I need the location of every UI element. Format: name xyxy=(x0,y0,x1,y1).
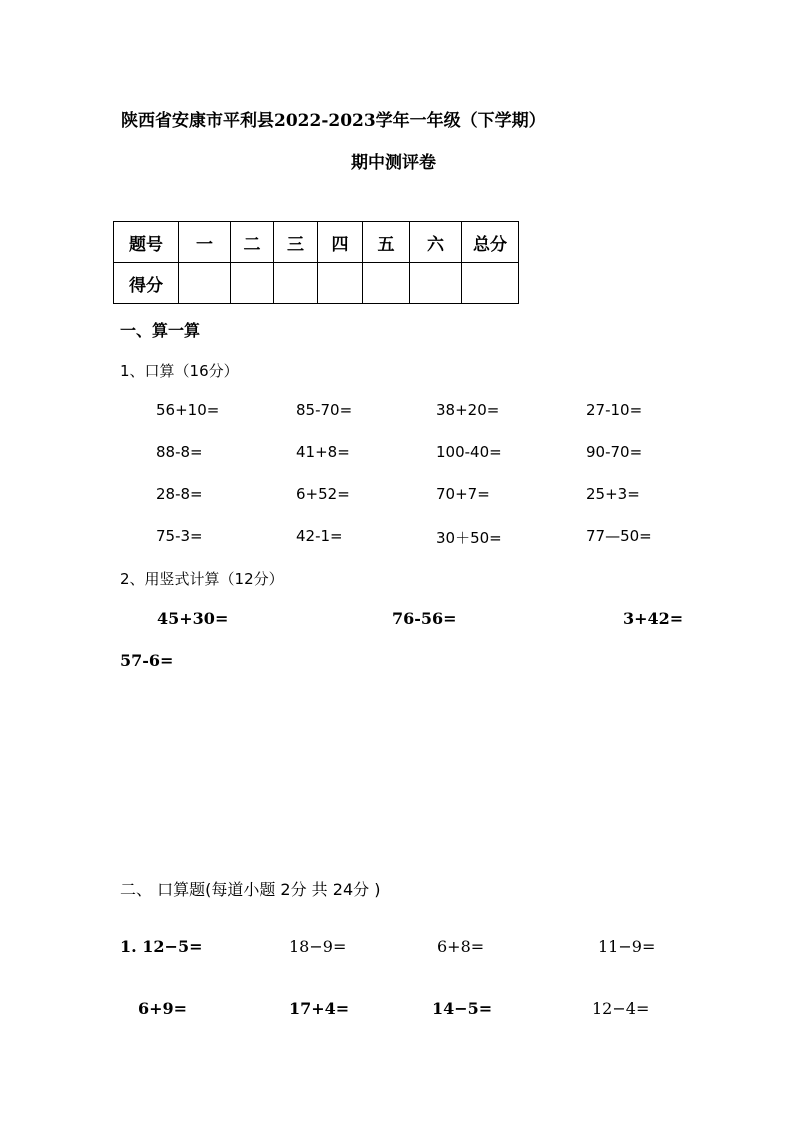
score-cell[interactable] xyxy=(231,263,274,304)
problem: 70+7= xyxy=(436,485,490,503)
score-header-cell: 三 xyxy=(274,222,318,263)
part1-label: 1、口算（16分） xyxy=(120,362,239,380)
problem: 6+52= xyxy=(296,485,350,503)
problem: 27-10= xyxy=(586,401,643,419)
problem: 6+9= xyxy=(138,999,188,1018)
problem: 90-70= xyxy=(586,443,643,461)
problem: 18−9= xyxy=(289,937,347,956)
page-title: 陕西省安康市平利县2022-2023学年一年级（下学期） xyxy=(121,111,546,131)
problem: 17+4= xyxy=(289,999,350,1018)
score-cell[interactable] xyxy=(179,263,231,304)
problem: 11−9= xyxy=(598,937,656,956)
problem: 30＋50= xyxy=(436,529,502,547)
problem: 12−4= xyxy=(592,999,650,1018)
problem: 75-3= xyxy=(156,527,203,545)
problem: 100-40= xyxy=(436,443,502,461)
score-header-cell: 总分 xyxy=(462,222,519,263)
score-header-cell: 五 xyxy=(363,222,410,263)
vertical-problem: 57-6= xyxy=(120,651,174,670)
problem: 85-70= xyxy=(296,401,353,419)
score-header-cell: 二 xyxy=(231,222,274,263)
score-header-cell: 四 xyxy=(318,222,363,263)
problem: 56+10= xyxy=(156,401,220,419)
problem: 38+20= xyxy=(436,401,500,419)
score-cell[interactable] xyxy=(318,263,363,304)
score-header-cell: 六 xyxy=(410,222,462,263)
problem: 42-1= xyxy=(296,527,343,545)
problem: 1. 12−5= xyxy=(120,937,203,956)
problem: 14−5= xyxy=(432,999,493,1018)
score-cell[interactable] xyxy=(462,263,519,304)
score-cell[interactable] xyxy=(274,263,318,304)
problem: 41+8= xyxy=(296,443,350,461)
section2-heading: 二、 口算题(每道小题 2分 共 24分 ) xyxy=(120,880,381,899)
problem: 6+8= xyxy=(437,937,485,956)
score-header-cell: 一 xyxy=(179,222,231,263)
score-table xyxy=(113,221,519,304)
problem: 28-8= xyxy=(156,485,203,503)
vertical-problem: 45+30= xyxy=(157,609,229,628)
problem: 25+3= xyxy=(586,485,640,503)
score-table-header-row xyxy=(114,222,519,263)
score-cell[interactable] xyxy=(363,263,410,304)
vertical-problem: 3+42= xyxy=(623,609,684,628)
problem: 88-8= xyxy=(156,443,203,461)
score-cell[interactable] xyxy=(410,263,462,304)
page-subtitle: 期中测评卷 xyxy=(351,153,436,173)
score-table-score-row xyxy=(114,263,519,304)
problem: 77—50= xyxy=(586,527,652,545)
part2-label: 2、用竖式计算（12分） xyxy=(120,570,284,588)
score-row-label: 得分 xyxy=(114,263,179,304)
vertical-problem: 76-56= xyxy=(392,609,457,628)
score-header-cell: 题号 xyxy=(114,222,179,263)
section1-heading: 一、算一算 xyxy=(120,321,201,340)
